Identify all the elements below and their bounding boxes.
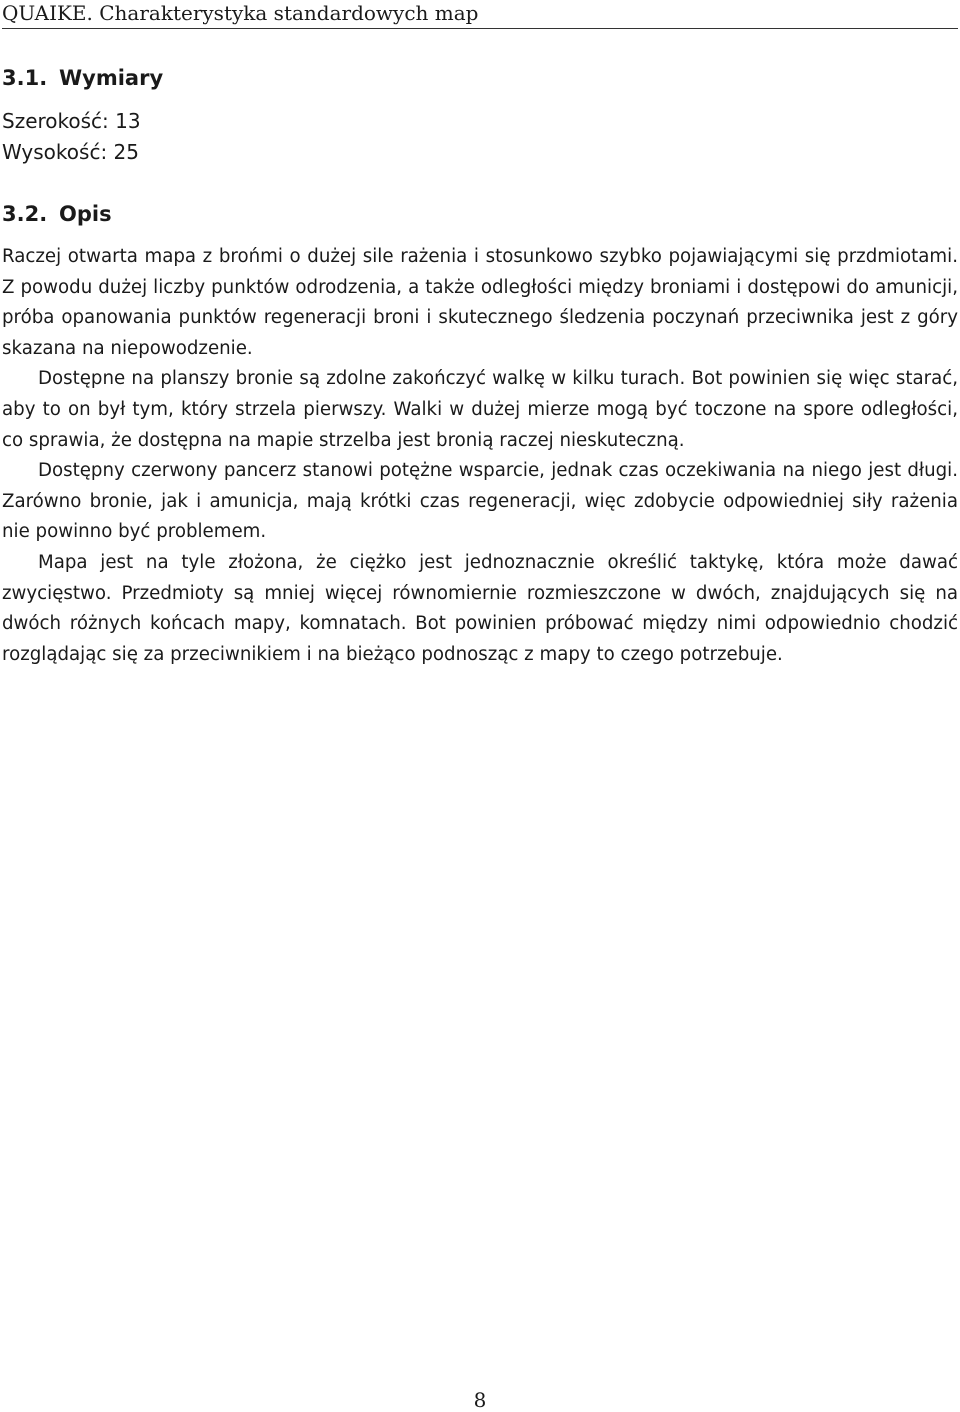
paragraph: Dostępne na planszy bronie są zdolne zakończyć walkę w kilku turach. Bot powinien się więc starać, aby to on był tym, który strzela pierwszy. Walki w dużej mierze mogą być toczone na spore odległości, co sprawia, że dostępna na mapie strzelba jest bronią raczej nieskuteczną. [2,368,958,451]
section-number: 3.1. [2,66,48,90]
paragraph: Raczej otwarta mapa z brońmi o dużej sile rażenia i stosunkowo szybko pojawiającymi się przdmiotami. Z powodu dużej liczby punktów odrodzenia, a także odległości między broniami i dostępowi do amunicji, próba opanowania punktów regeneracji broni i skutecznego śledzenia poczynań przeciwnika jest z góry skazana na niepowodzenie. [2,246,958,359]
section-number: 3.2. [2,202,48,226]
description-body [2,242,958,670]
map-height: Wysokość: 25 [2,140,139,164]
section-heading-wymiary [2,64,163,92]
paragraph: Dostępny czerwony pancerz stanowi potężne wsparcie, jednak czas oczekiwania na niego jest długi. Zarówno bronie, jak i amunicja, mają krótki czas regeneracji, więc zdobycie odpowiedniej siły rażenia nie powinno być problemem. [2,460,958,543]
section-title: Wymiary [59,66,164,90]
running-header [2,0,958,29]
section-title: Opis [59,202,112,226]
page-number: 8 [473,1388,487,1412]
running-header-title: QUAIKE. Charakterystyka standardowych map [2,1,479,25]
map-width: Szerokość: 13 [2,109,141,133]
paragraph: Mapa jest na tyle złożona, że ciężko jest jednoznacznie określić taktykę, która może dawać zwycięstwo. Przedmioty są mniej więcej równomiernie rozmieszczone w dwóch, znajdujących się na dwóch różnych końcach mapy, komnatach. Bot powinien próbować między nimi odpowiednio chodzić rozglądając się za przeciwnikiem i na bieżąco podnosząc z mapy to czego potrzebuje. [2,551,958,665]
section-heading-opis [2,200,112,228]
map-dimensions [2,106,141,168]
